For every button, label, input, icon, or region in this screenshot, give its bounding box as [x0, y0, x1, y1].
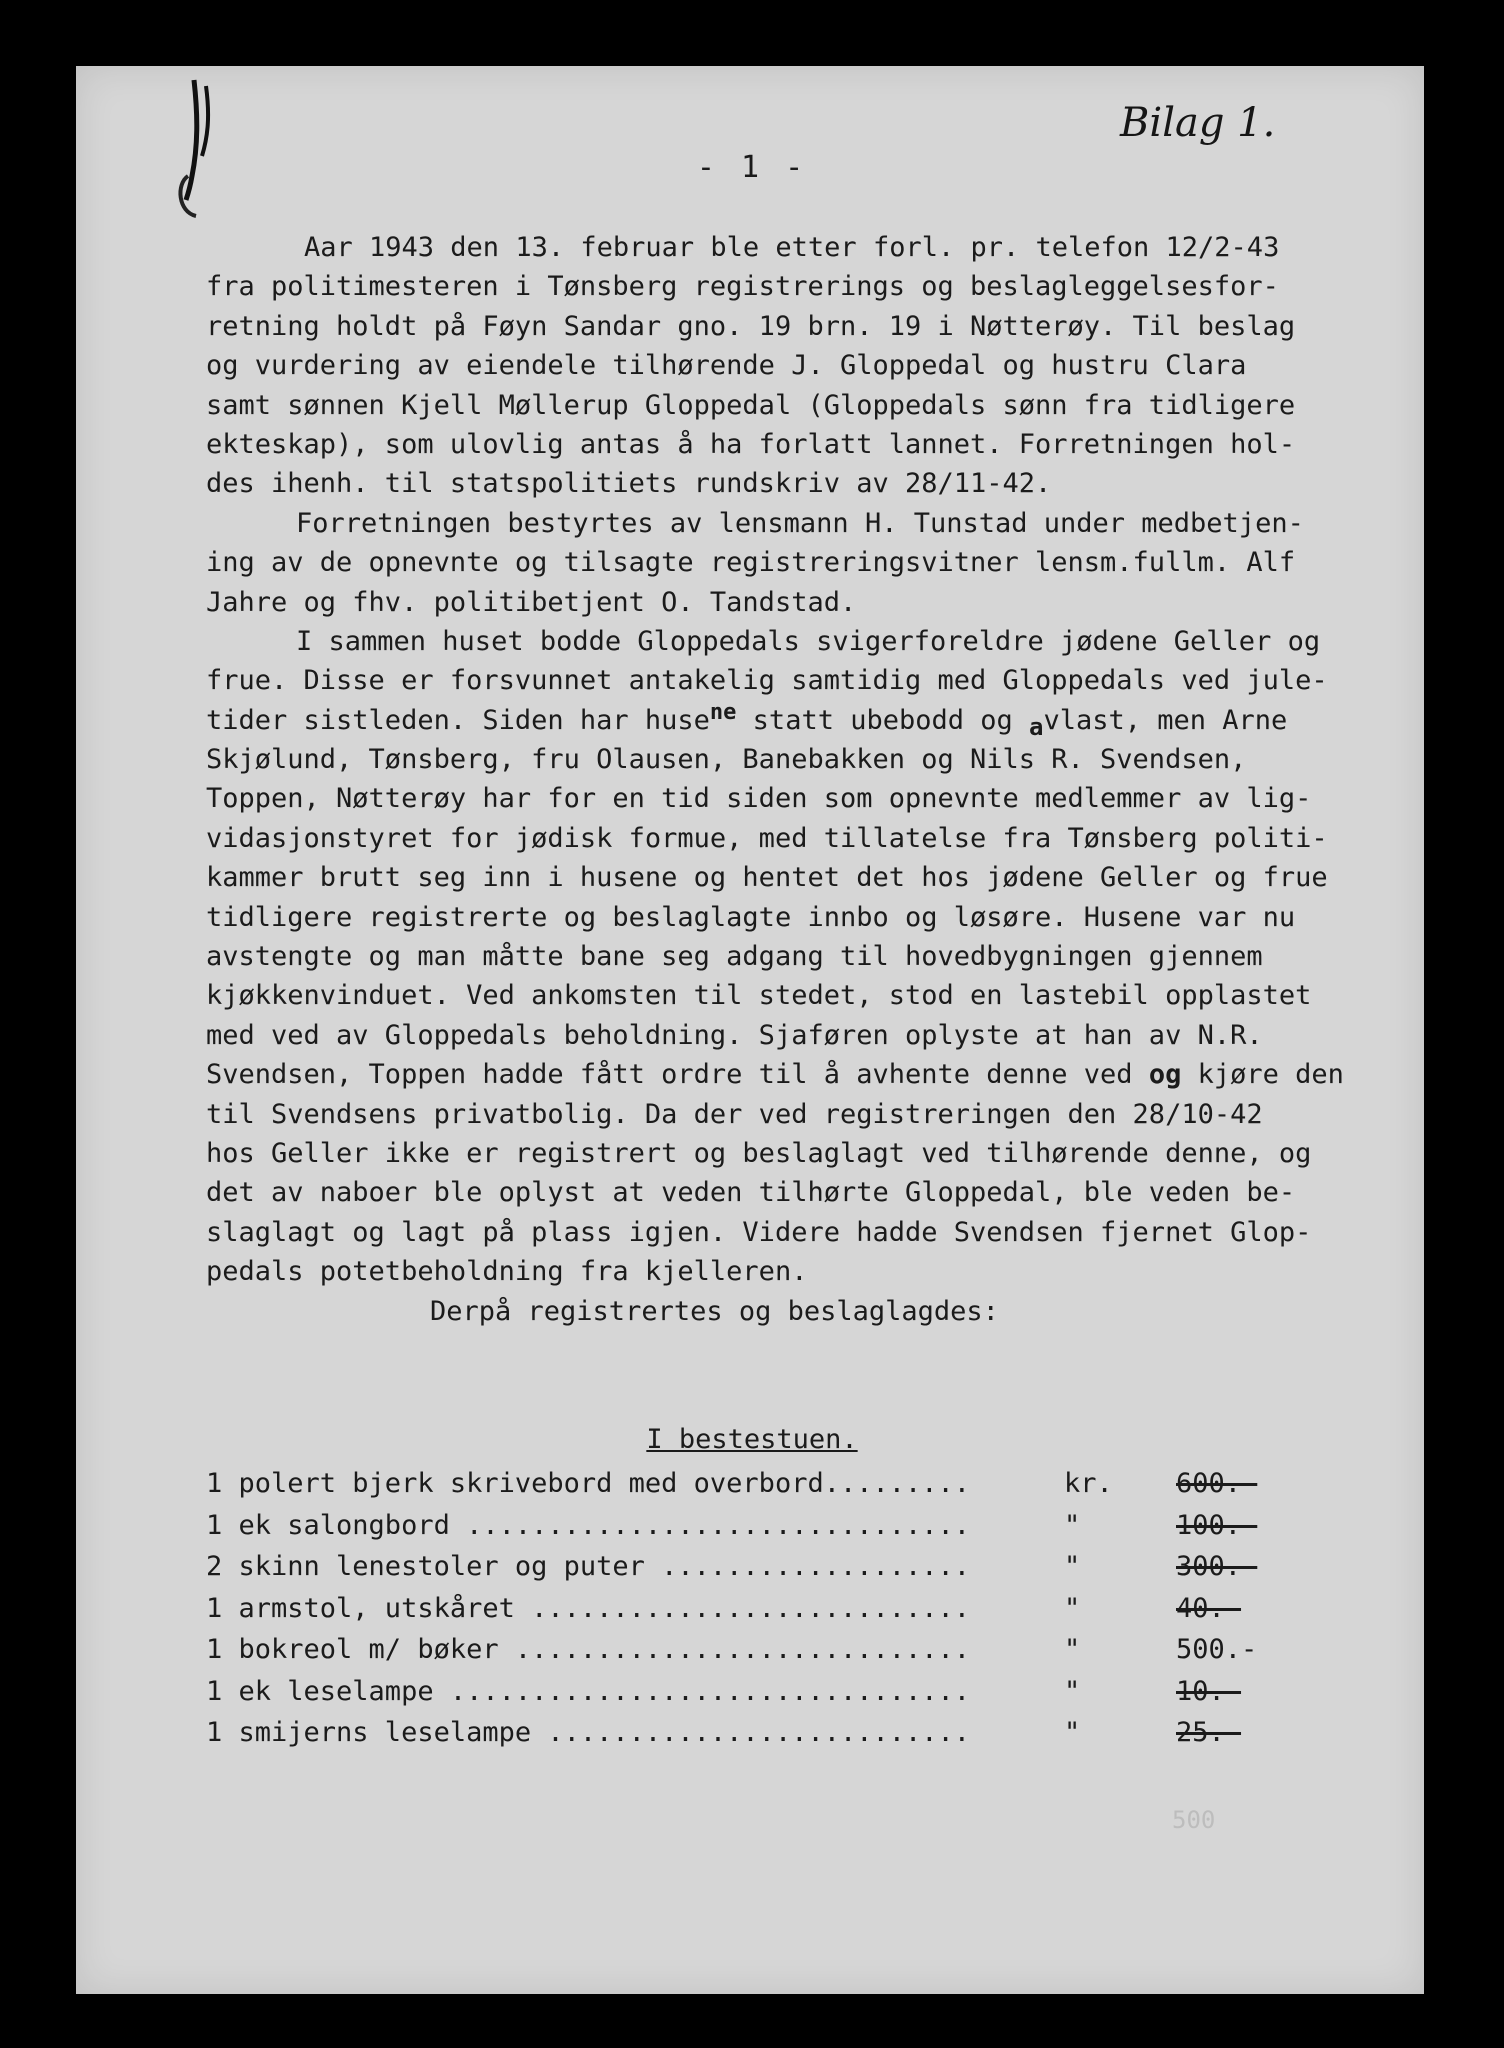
body-line-3: retning holdt på Føyn Sandar gno. 19 brn. 19 i Nøtterøy. Til beslag	[206, 310, 1296, 342]
item-amount: 40.-	[1176, 1592, 1242, 1624]
body-line-20: kjøkkenvinduet. Ved ankomsten til stedet, stod en lastebil opplastet	[206, 980, 1312, 1012]
body-line-10: Jahre og fhv. politibetjent O. Tandstad.	[206, 586, 857, 618]
page-number: - 1 -	[696, 150, 808, 185]
item-description: 2 skinn lenestoler og puter ...................	[206, 1551, 971, 1582]
body-line-4: og vurdering av eiendele tilhørende J. Gloppedal og hustru Clara	[206, 350, 1247, 382]
body-line-18: tidligere registrerte og beslaglagte innbo og løsøre. Husene var nu	[206, 901, 1296, 933]
body-line-22-start: Svendsen, Toppen hadde fått ordre til å avhente denne ved	[206, 1059, 1133, 1091]
body-line-28: Derpå registrertes og beslaglagdes:	[430, 1295, 999, 1327]
body-line-17: kammer brutt seg inn i husene og hentet det hos jødene Geller og frue	[206, 862, 1328, 894]
body-line-27: pedals potetbeholdning fra kjelleren.	[206, 1256, 808, 1288]
item-currency: "	[1064, 1551, 1081, 1582]
inventory-item	[206, 1717, 1306, 1759]
inventory-item	[206, 1676, 1306, 1718]
body-line-13-tail: vlast, men Arne	[1043, 704, 1288, 736]
body-line-15: Toppen, Nøtterøy har for en tid siden som opnevnte medlemmer av lig-	[206, 783, 1312, 815]
body-line-13-start: tider sistleden. Siden har huse	[206, 704, 710, 736]
body-line-14: Skjølund, Tønsberg, fru Olausen, Banebakken og Nils R. Svendsen,	[206, 744, 1247, 776]
body-line-26: slaglagt og lagt på plass igjen. Videre hadde Svendsen fjernet Glop-	[206, 1216, 1312, 1248]
handwritten-insert-a: a	[1029, 712, 1044, 741]
item-description: 1 polert bjerk skrivebord med overbord.........	[206, 1468, 971, 1499]
inventory-list	[206, 1468, 1306, 1759]
body-line-25: det av naboer ble oplyst at veden tilhørte Gloppedal, ble veden be-	[206, 1177, 1296, 1209]
body-line-24: hos Geller ikke er registrert og beslaglagt ved tilhørende denne, og	[206, 1137, 1312, 1169]
body-line-13	[206, 701, 1406, 740]
body-line-9: ing av de opnevnte og tilsagte registreringsvitner lensm.fullm. Alf	[206, 547, 1296, 579]
item-currency: "	[1064, 1592, 1081, 1624]
item-amount: 25.-	[1176, 1717, 1242, 1748]
body-line-1: Aar 1943 den 13. februar ble etter forl. pr. telefon 12/2-43	[304, 232, 1280, 263]
item-description: 1 smijerns leselampe ..........................	[206, 1717, 971, 1748]
handwritten-insert-og: og	[1148, 1059, 1182, 1091]
body-line-6: ekteskap), som ulovlig antas å ha forlatt lannet. Forretningen hol-	[206, 428, 1296, 460]
body-line-22	[206, 1055, 1406, 1094]
body-line-11: I sammen huset bodde Gloppedals svigerforeldre jødene Geller og	[296, 625, 1321, 657]
body-line-8: Forretningen bestyrtes av lensmann H. Tunstad under medbetjen-	[296, 507, 1304, 539]
document-body	[206, 228, 1406, 1331]
body-line-19: avstengte og man måtte bane seg adgang til hovedbygningen gjennem	[206, 941, 1263, 973]
item-currency: "	[1064, 1509, 1081, 1541]
item-currency: "	[1064, 1634, 1081, 1665]
handwritten-insert-ne: ne	[709, 699, 737, 725]
item-currency: "	[1064, 1717, 1081, 1748]
section-heading: I bestestuen.	[646, 1424, 858, 1455]
faint-note: 500	[1172, 1806, 1216, 1834]
body-line-12: frue. Disse er forsvunnet antakelig samtidig med Gloppedals ved jule-	[206, 665, 1328, 697]
item-amount: 600.-	[1176, 1468, 1258, 1499]
inventory-item	[206, 1510, 1306, 1552]
inventory-item	[206, 1634, 1306, 1676]
inventory-item	[206, 1593, 1306, 1635]
body-line-16: vidasjonstyret for jødisk formue, med tillatelse fra Tønsberg politi-	[206, 822, 1328, 854]
bilag-annotation: Bilag 1.	[1120, 100, 1276, 146]
item-description: 1 ek salongbord ...............................	[206, 1509, 971, 1541]
body-line-2: fra politimesteren i Tønsberg registrerings og beslagleggelsesfor-	[206, 271, 1279, 303]
item-amount: 300.-	[1176, 1551, 1258, 1582]
item-currency: kr.	[1064, 1468, 1113, 1499]
body-line-21: med ved av Gloppedals beholdning. Sjaføren oplyste at han av N.R.	[206, 1019, 1263, 1051]
item-amount: 100.-	[1176, 1509, 1258, 1541]
item-description: 1 ek leselampe ................................	[206, 1675, 971, 1707]
inventory-item	[206, 1468, 1306, 1510]
body-line-13-mid: statt ubebodd og	[736, 704, 1030, 736]
body-line-7: des ihenh. til statspolitiets rundskriv av 28/11-42.	[206, 468, 1052, 500]
inventory-item	[206, 1551, 1306, 1593]
item-amount: 10.-	[1176, 1675, 1242, 1707]
item-description: 1 armstol, utskåret ...........................	[206, 1592, 971, 1624]
body-line-23: til Svendsens privatbolig. Da der ved registreringen den 28/10-42	[206, 1098, 1263, 1130]
body-line-22-tail: kjøre den	[1181, 1059, 1344, 1091]
item-amount: 500.-	[1176, 1634, 1258, 1665]
item-currency: "	[1064, 1675, 1081, 1707]
body-line-5: samt sønnen Kjell Møllerup Gloppedal (Gloppedals sønn fra tidligere	[206, 389, 1296, 421]
item-description: 1 bokreol m/ bøker ............................	[206, 1634, 971, 1665]
